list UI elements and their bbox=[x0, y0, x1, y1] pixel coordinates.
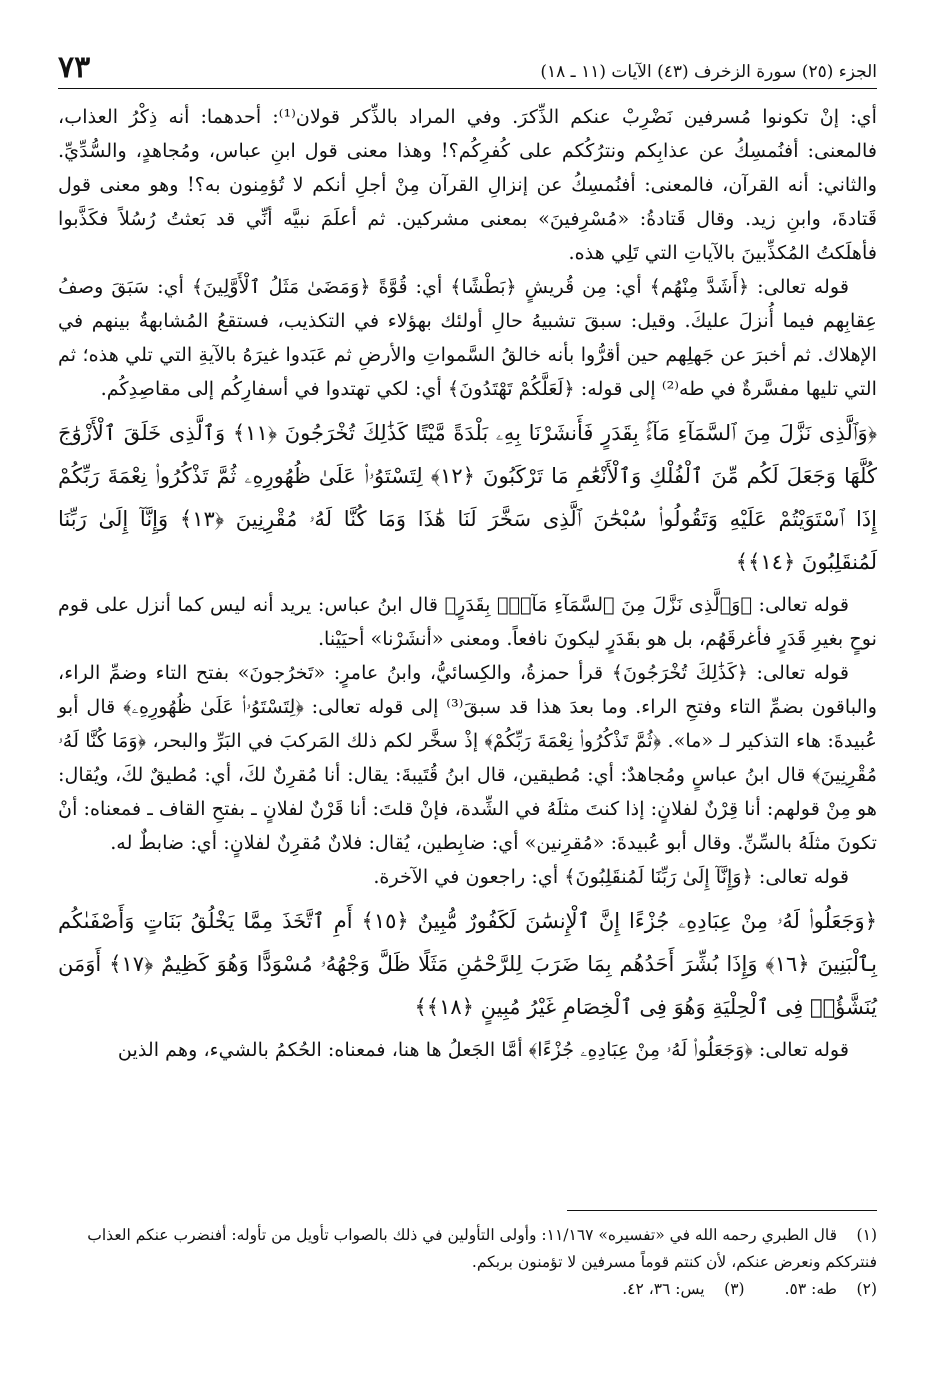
footnote-number: (٢) bbox=[856, 1280, 877, 1298]
footnote-number: (٣) bbox=[724, 1280, 745, 1298]
page-body bbox=[58, 100, 877, 1067]
page-number: ٧٣ bbox=[58, 50, 91, 85]
footnote-divider bbox=[567, 1210, 877, 1211]
footnote-text: يس: ٣٦، ٤٢. bbox=[622, 1280, 705, 1298]
paragraph: قوله تعالى: ﴿وَإِنَّآ إِلَىٰ رَبِّنَا لَمُنقَلِبُونَ﴾ أي: راجعون في الآخرة. bbox=[373, 865, 849, 888]
paragraph: قوله تعالى: ﴿وَجَعَلُوا۟ لَهُۥ مِنْ عِبَادِهِۦ جُزْءًا﴾ أمَّا الجَعلُ ها هنا، فمعناه: الحُكمُ بالشيء، وهم الذين bbox=[117, 1038, 849, 1061]
paragraph: قوله تعالى: ﴿كَذَٰلِكَ تُخْرَجُونَ﴾ قرأ حمزةُ، والكِسائيُّ، وابنُ عامرٍ: «تَخرُجونَ» بفتح التاء وضمِّ الراء، والباقون بضمِّ التاء وفتحِ الراء. وما بعدَ هذا قد سبقَ⁽³⁾ إلى قوله تعالى: ﴿لِتَسْتَوُۥا۟ عَلَىٰ ظُهُورِهِۦ﴾ قال أبو عُبيدةَ: هاء التذكير لـ «ما». ﴿ثُمَّ تَذْكُرُوا۟ نِعْمَةَ رَبِّكُمْ﴾ إذْ سخَّر لكم ذلك المَركبَ في البَرِّ والبحر، ﴿وَمَا كُنَّا لَهُۥ مُقْرِنِينَ﴾ قال ابنُ عباسٍ ومُجاهدٌ: أي: مُطيقين، قال ابنُ قُتَيبةَ: يقال: أنا مُقرِنٌ لكَ، أي: مُطيقٌ لكَ، ويُقال: هو مِنْ قولهم: أنا قِرْنٌ لفلانٍ: إذا كنتَ مثلَهُ في الشِّدة، فإنْ قلتَ: أنا قَرْنٌ لفلانٍ ـ بفتحِ القاف ـ فمعناه: أنْ تكونَ مثلَهُ بالسِّنِّ. وقال أبو عُبيدةَ: «مُقرِنين» أي: ضابِطين، يُقال: فلانٌ مُقرِنٌ لفلانٍ: أي: ضابطٌ له. bbox=[58, 661, 877, 854]
page-header bbox=[58, 52, 877, 89]
footnote-text: قال الطبري رحمه الله في «تفسيره» ١١/١٦٧: وأولى التأولين في ذلك بالصواب تأويل من تأوله: أفنضرب عنكم العذاب فنترككم ونعرض عنكم، لأن كنتم قوماً مسرفين لا تؤمنون بربكم. bbox=[87, 1226, 877, 1271]
footnote bbox=[58, 1222, 877, 1276]
footnote-number: (١) bbox=[856, 1226, 877, 1244]
quran-verses-block: ﴿وَجَعَلُوا۟ لَهُۥ مِنْ عِبَادِهِۦ جُزْءًا إِنَّ ٱلْإِنسَٰنَ لَكَفُورٌ مُّبِينٌ ﴿١٥﴾ أَمِ ٱتَّخَذَ مِمَّا يَخْلُقُ بَنَاتٍ وَأَصْفَىٰكُم بِٱلْبَنِينَ ﴿١٦﴾ وَإِذَا بُشِّرَ أَحَدُهُم بِمَا ضَرَبَ لِلرَّحْمَٰنِ مَثَلًا ظَلَّ وَجْهُهُۥ مُسْوَدًّا وَهُوَ كَظِيمٌ ﴿١٧﴾ أَوَمَن يُنَشَّؤُا۟ فِى ٱلْحِلْيَةِ وَهُوَ فِى ٱلْخِصَامِ غَيْرُ مُبِينٍ ﴿١٨﴾﴾ bbox=[58, 909, 877, 1019]
footnote-row bbox=[58, 1276, 877, 1303]
running-head: الجزء (٢٥) سورة الزخرف (٤٣) الآيات (١١ ـ ١٨) bbox=[540, 62, 877, 82]
paragraph: قوله تعالى: ﴿وَٱلَّذِى نَزَّلَ مِنَ ٱلسَّمَآءِ مَآءًۢ بِقَدَرٍ﴾ قال ابنُ عباس: يريد أنه ليس كما أنزل على قوم نوحٍ بغيرِ قَدَرٍ فأغرقَهُم، بل هو بقَدَرٍ ليكونَ نافعاً. ومعنى «أنشَرْنا» أحيَيْنا. bbox=[58, 593, 877, 650]
footnote-text: طه: ٥٣. bbox=[784, 1280, 837, 1298]
paragraph: قوله تعالى: ﴿أَشَدَّ مِنْهُم﴾ أي: مِن قُريشٍ ﴿بَطْشًا﴾ أي: قُوَّةً ﴿وَمَضَىٰ مَثَلُ ٱلْأَوَّلِينَ﴾ أي: سَبَقَ وصفُ عِقابِهم فيما أُنزلَ عليكَ. وقيل: سبقَ تشبيهُ حالِ أولئك بهؤلاء في التكذيب، فستقعُ المُشابهةُ بينهم في الإهلاك. ثم أخبرَ عن جَهلِهم حين أقرُّوا بأنه خالقُ السَّمواتِ والأرضِ ثم عَبَدوا غيرَهُ بالآيةِ التي تلي هذه؛ ثم التي تليها مفسَّرةٌ في طه⁽²⁾ إلى قوله: ﴿لَعَلَّكُمْ تَهْتَدُونَ﴾ أي: لكي تهتدوا في أسفارِكُم إلى مقاصِدِكُم. bbox=[58, 275, 877, 400]
paragraph: أي: إنْ تكونوا مُسرفين نَضْرِبْ عنكم الذِّكرَ. وفي المراد بالذِّكر قولان⁽¹⁾: أحدهما: أنه ذِكْرُ العذاب، فالمعنى: أفنُمسِكُ عن عذابِكم ونترُكُكم على كُفرِكُم؟! وهذا معنى قول ابنِ عباس، ومُجاهدٍ، والسُّدِّيِّ. والثاني: أنه القرآن، فالمعنى: أفنُمسِكُ عن إنزالِ القرآن مِنْ أجلِ أنكم لا تُؤمِنون به؟! وهو معنى قول قَتادةَ، وابنِ زيد. وقال قَتادةُ: «مُسْرِفينَ» بمعنى مشركين. ثم أعلَمَ نبيَّه أنِّي قد بَعثتُ رُسُلاً فكَذَّبوا فأهلَكتُ المُكذِّبينَ بالآياتِ التي تَلِي هذه. bbox=[58, 105, 877, 264]
footnotes bbox=[58, 1222, 877, 1303]
footnote bbox=[785, 1276, 877, 1303]
quran-verses-block: ﴿وَٱلَّذِى نَزَّلَ مِنَ ٱلسَّمَآءِ مَآءًۢ بِقَدَرٍ فَأَنشَرْنَا بِهِۦ بَلْدَةً مَّيْتًا كَذَٰلِكَ تُخْرَجُونَ ﴿١١﴾ وَٱلَّذِى خَلَقَ ٱلْأَزْوَٰجَ كُلَّهَا وَجَعَلَ لَكُم مِّنَ ٱلْفُلْكِ وَٱلْأَنْعَٰمِ مَا تَرْكَبُونَ ﴿١٢﴾ لِتَسْتَوُۥا۟ عَلَىٰ ظُهُورِهِۦ ثُمَّ تَذْكُرُوا۟ نِعْمَةَ رَبِّكُمْ إِذَا ٱسْتَوَيْتُمْ عَلَيْهِ وَتَقُولُوا۟ سُبْحَٰنَ ٱلَّذِى سَخَّرَ لَنَا هَٰذَا وَمَا كُنَّا لَهُۥ مُقْرِنِينَ ﴿١٣﴾ وَإِنَّآ إِلَىٰ رَبِّنَا لَمُنقَلِبُونَ ﴿١٤﴾﴾ bbox=[58, 421, 877, 574]
footnote bbox=[622, 1276, 744, 1303]
